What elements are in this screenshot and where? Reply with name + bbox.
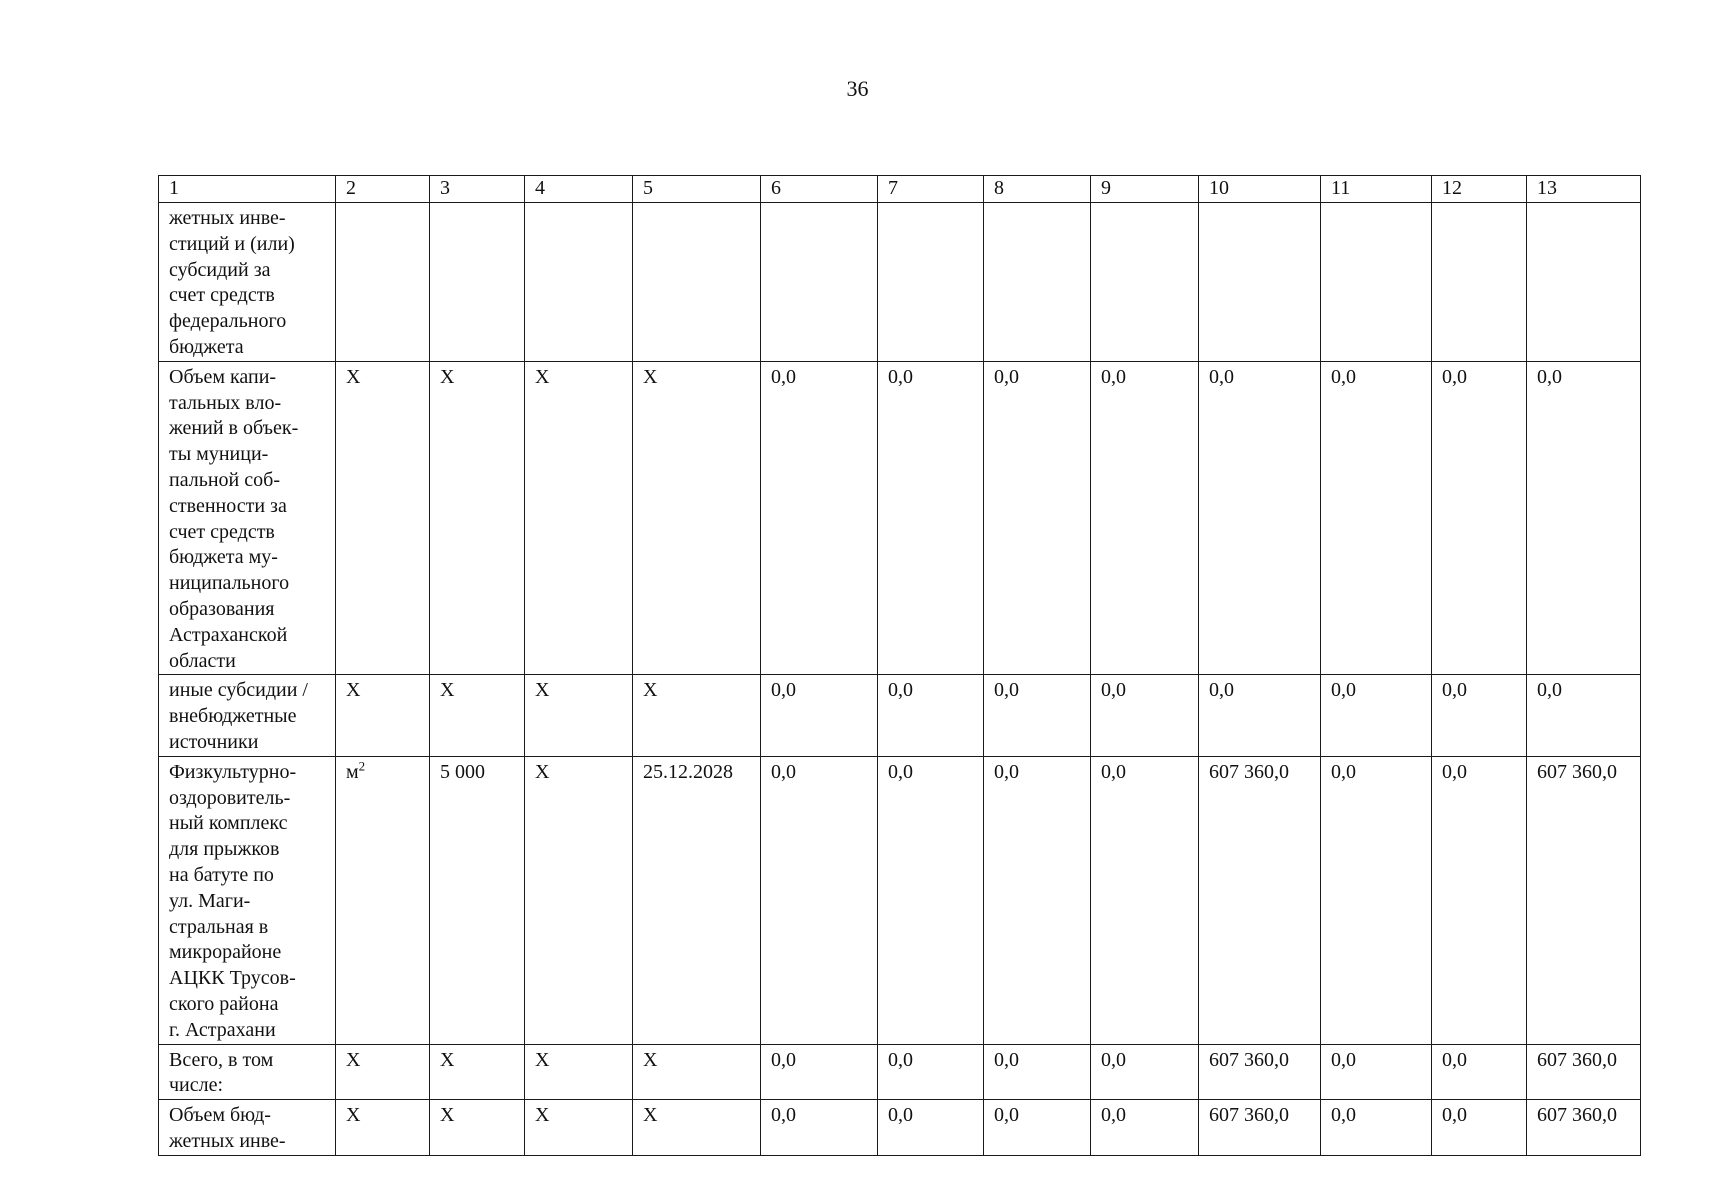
table-cell: Х <box>633 675 761 756</box>
table-cell <box>1321 203 1432 362</box>
table-cell: Х <box>525 756 633 1044</box>
table-cell <box>1091 203 1199 362</box>
unit-base: м <box>346 760 359 783</box>
table-cell: Х <box>525 1044 633 1100</box>
table-cell: Х <box>633 361 761 675</box>
row-name-cell: Объем капи- тальных вло- жений в объек- ты муници- пальной соб- ственности за счет средств бюджета му- ниципального образования Астраханской области <box>159 361 336 675</box>
header-cell: 12 <box>1432 176 1527 203</box>
table-cell <box>430 203 525 362</box>
table-cell: Х <box>525 1100 633 1156</box>
table-cell: 607 360,0 <box>1199 1044 1321 1100</box>
unit-cell: Х <box>336 1100 430 1156</box>
table-cell: 0,0 <box>878 1044 984 1100</box>
table-cell: 0,0 <box>1321 1100 1432 1156</box>
table-cell: 0,0 <box>878 1100 984 1156</box>
budget-table <box>158 175 1641 1156</box>
table-cell: Х <box>430 361 525 675</box>
row-name-cell: Объем бюд- жетных инве- <box>159 1100 336 1156</box>
row-name-cell: Всего, в том числе: <box>159 1044 336 1100</box>
table-row <box>159 1100 1641 1156</box>
table-cell <box>633 203 761 362</box>
header-cell: 11 <box>1321 176 1432 203</box>
table-row <box>159 361 1641 675</box>
table-cell: 0,0 <box>1321 756 1432 1044</box>
table-cell: 0,0 <box>984 1100 1091 1156</box>
table-cell: Х <box>525 361 633 675</box>
table-cell: 0,0 <box>1432 675 1527 756</box>
table-cell: 0,0 <box>984 756 1091 1044</box>
table-cell: Х <box>430 1100 525 1156</box>
table-cell: 5 000 <box>430 756 525 1044</box>
row-name-cell: Физкультурно- оздоровитель- ный комплекс для прыжков на батуте по ул. Маги- стральная в микрорайоне АЦКК Трусов- ского района г. Астрахани <box>159 756 336 1044</box>
row-name-cell: иные субсидии / внебюджетные источники <box>159 675 336 756</box>
table-cell: 0,0 <box>761 675 878 756</box>
table-cell: 0,0 <box>1432 1044 1527 1100</box>
header-cell: 10 <box>1199 176 1321 203</box>
table-cell: Х <box>525 675 633 756</box>
table-cell: 0,0 <box>1321 675 1432 756</box>
table-cell <box>1199 203 1321 362</box>
table-cell <box>878 203 984 362</box>
unit-cell: Х <box>336 675 430 756</box>
table-cell: 0,0 <box>761 756 878 1044</box>
table-cell <box>761 203 878 362</box>
header-row <box>159 176 1641 203</box>
header-cell: 2 <box>336 176 430 203</box>
header-cell: 1 <box>159 176 336 203</box>
unit-superscript: 2 <box>358 758 366 774</box>
table-cell: 0,0 <box>1199 675 1321 756</box>
table-cell: 607 360,0 <box>1527 756 1641 1044</box>
header-cell: 5 <box>633 176 761 203</box>
table-cell: 0,0 <box>1321 361 1432 675</box>
header-cell: 9 <box>1091 176 1199 203</box>
table-cell <box>525 203 633 362</box>
table-cell: Х <box>430 1044 525 1100</box>
table-row <box>159 203 1641 362</box>
table-cell: 0,0 <box>1091 1044 1199 1100</box>
table-cell: 0,0 <box>878 756 984 1044</box>
header-cell: 4 <box>525 176 633 203</box>
unit-cell: Х <box>336 1044 430 1100</box>
table-cell <box>1432 203 1527 362</box>
table-cell: 0,0 <box>1527 361 1641 675</box>
table-row <box>159 756 1641 1044</box>
table-cell: 0,0 <box>1432 361 1527 675</box>
table-cell: 607 360,0 <box>1199 756 1321 1044</box>
page-number: 36 <box>846 76 869 101</box>
table-cell: 0,0 <box>1091 675 1199 756</box>
table-cell: Х <box>633 1044 761 1100</box>
row-name-cell: жетных инве- стиций и (или) субсидий за счет средств федерального бюджета <box>159 203 336 362</box>
table-cell: 0,0 <box>878 675 984 756</box>
table-cell: 0,0 <box>1321 1044 1432 1100</box>
table-cell: 0,0 <box>984 361 1091 675</box>
table-cell: 0,0 <box>1527 675 1641 756</box>
table-cell: 607 360,0 <box>1199 1100 1321 1156</box>
table-cell: 0,0 <box>761 361 878 675</box>
table-cell: 0,0 <box>984 1044 1091 1100</box>
table-cell: 25.12.2028 <box>633 756 761 1044</box>
table-cell: 0,0 <box>1432 756 1527 1044</box>
table-cell: 0,0 <box>1091 361 1199 675</box>
table-cell: 607 360,0 <box>1527 1044 1641 1100</box>
unit-cell <box>336 756 430 1044</box>
table-cell: 0,0 <box>1199 361 1321 675</box>
header-cell: 13 <box>1527 176 1641 203</box>
table-cell: 0,0 <box>1091 756 1199 1044</box>
table-row <box>159 675 1641 756</box>
unit-cell: Х <box>336 361 430 675</box>
header-cell: 6 <box>761 176 878 203</box>
table-cell: 0,0 <box>878 361 984 675</box>
table-cell: 607 360,0 <box>1527 1100 1641 1156</box>
table-cell <box>984 203 1091 362</box>
table-cell <box>1527 203 1641 362</box>
header-cell: 7 <box>878 176 984 203</box>
table-cell: 0,0 <box>761 1100 878 1156</box>
table-cell: Х <box>430 675 525 756</box>
table-row <box>159 1044 1641 1100</box>
header-cell: 3 <box>430 176 525 203</box>
table-cell: 0,0 <box>1091 1100 1199 1156</box>
table-cell: 0,0 <box>1432 1100 1527 1156</box>
header-cell: 8 <box>984 176 1091 203</box>
unit-cell <box>336 203 430 362</box>
table-cell: Х <box>633 1100 761 1156</box>
table-cell: 0,0 <box>761 1044 878 1100</box>
table-cell: 0,0 <box>984 675 1091 756</box>
